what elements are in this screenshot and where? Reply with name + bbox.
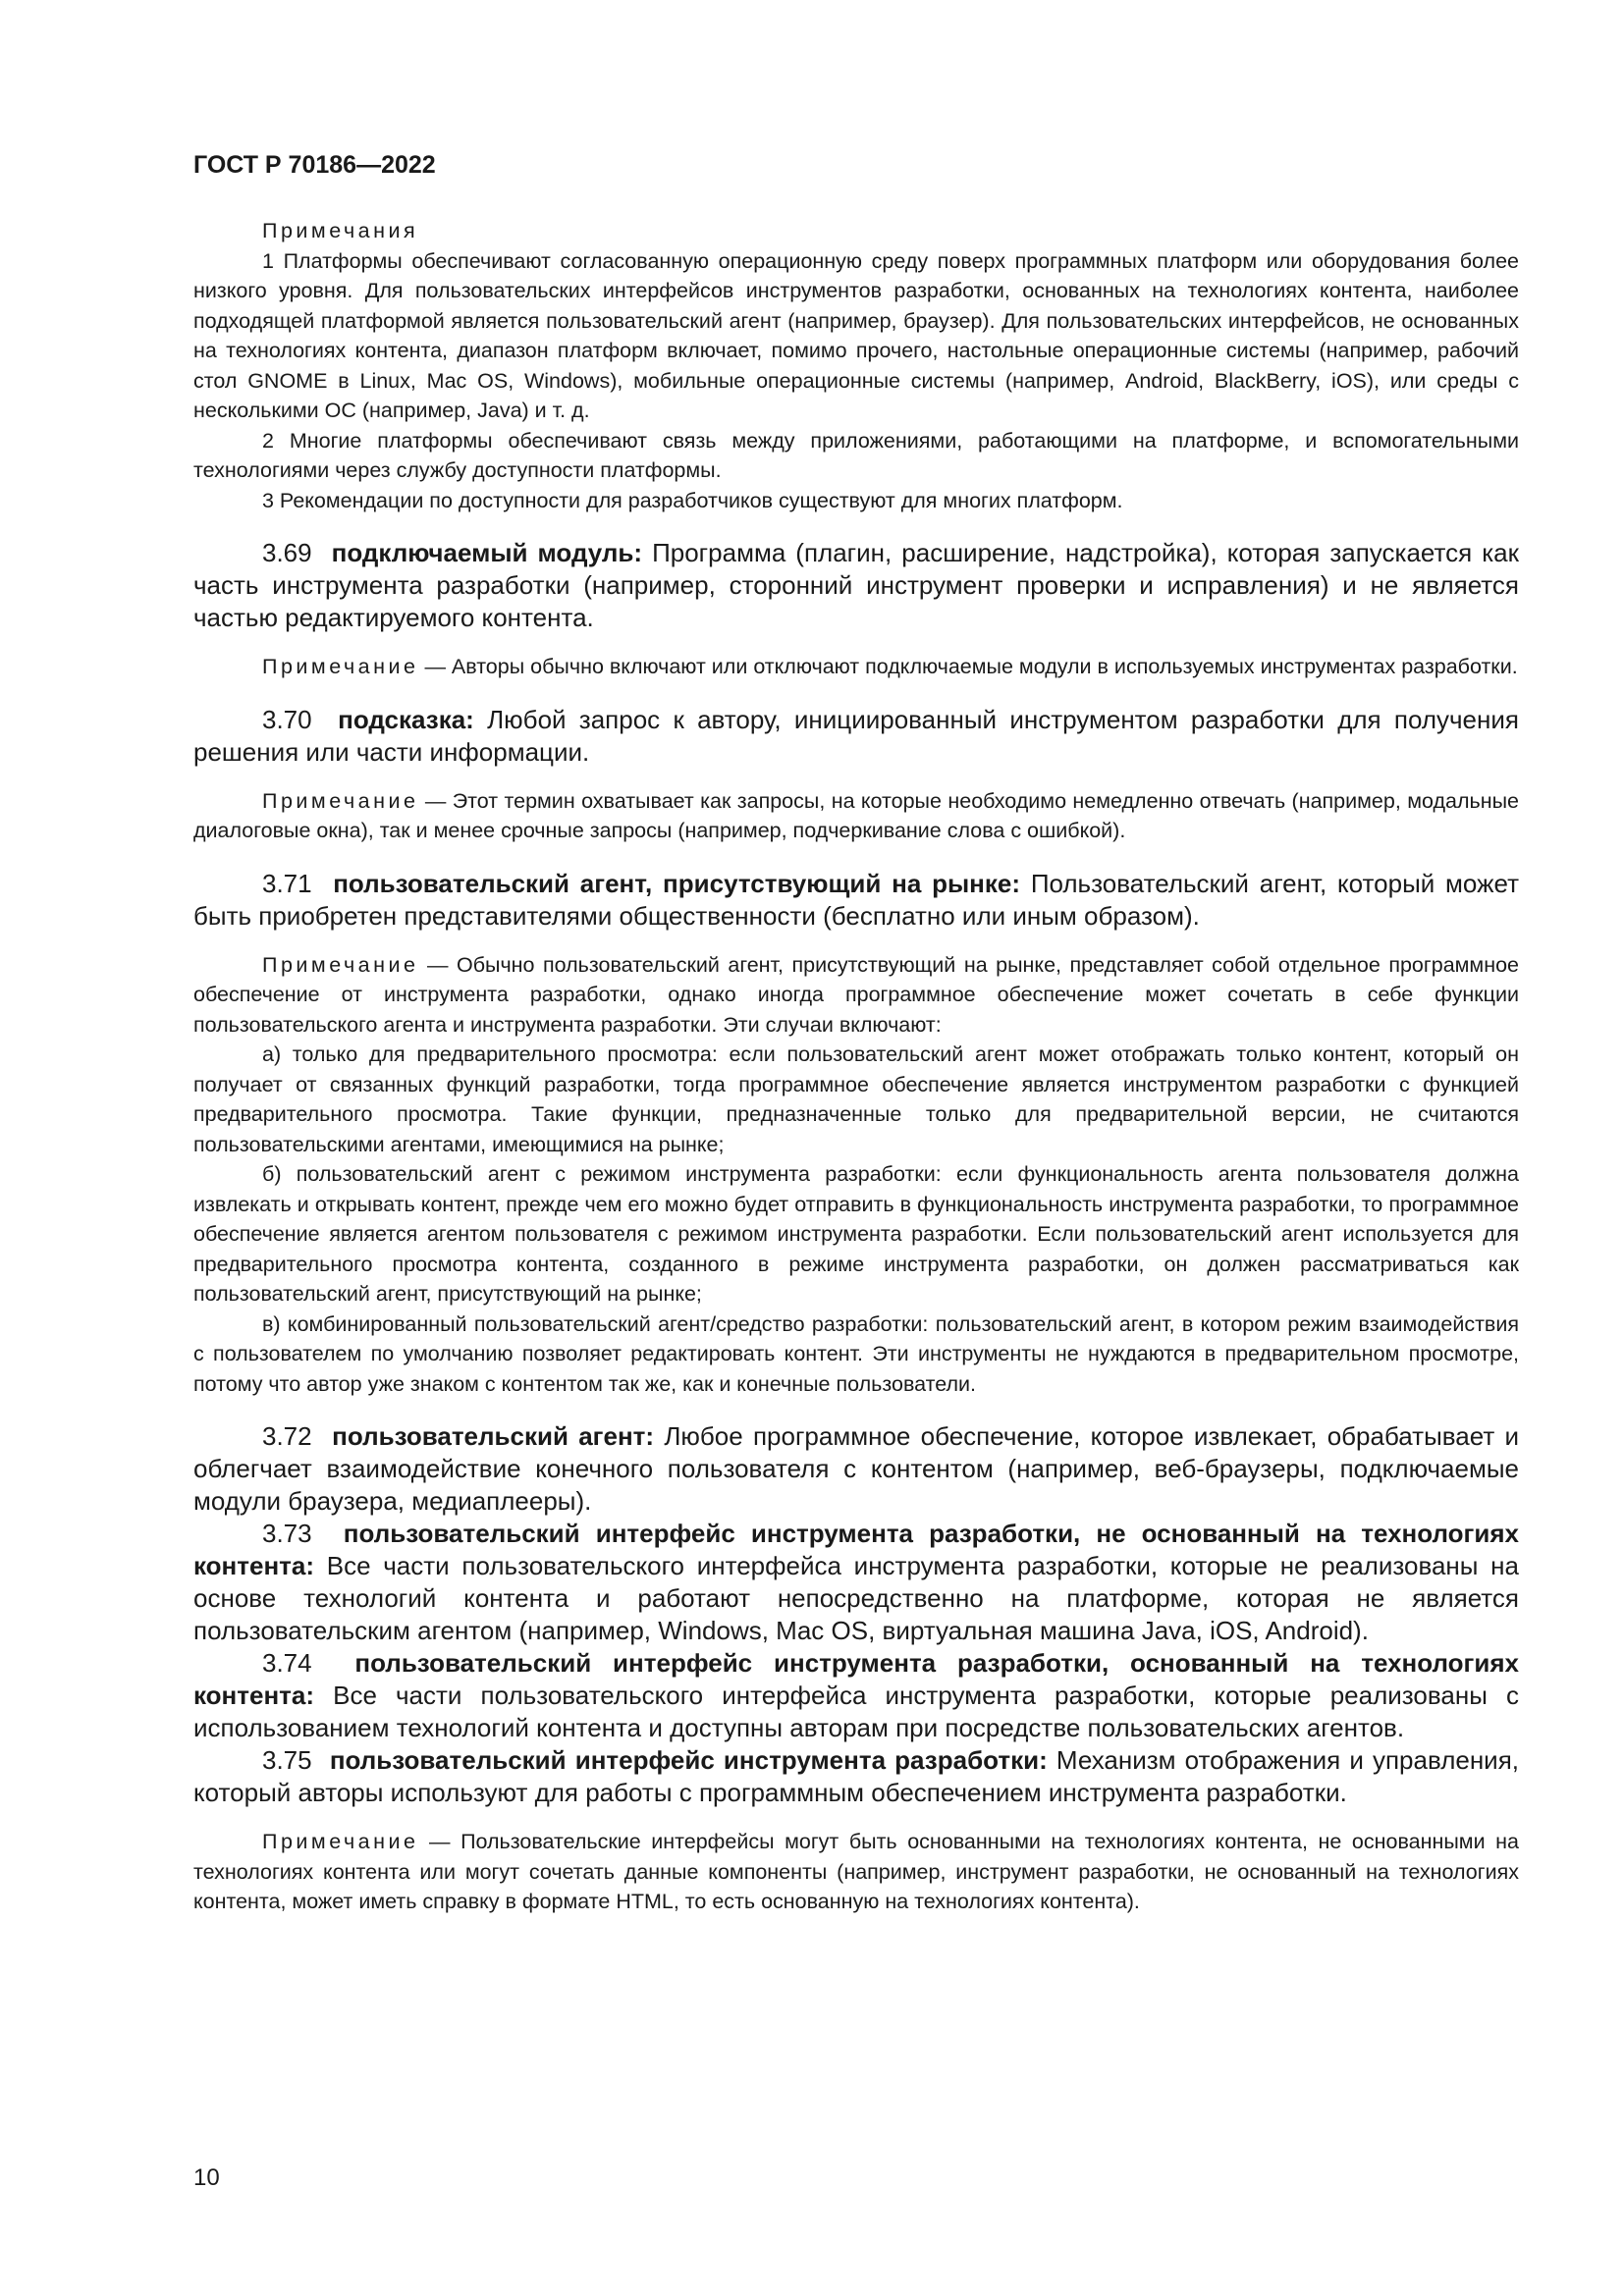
term-entry bbox=[193, 537, 1519, 634]
note-text: — Этот термин охватывает как запросы, на которые необходимо немедленно отвечать (например, модальные диалоговые окна), так и менее срочные запросы (например, подчеркивание слова с ошибкой). bbox=[193, 788, 1519, 842]
term-title: пользовательский интерфейс инструмента разработки, не основанный на технологиях контента: bbox=[193, 1519, 1519, 1580]
term-number: 3.71 bbox=[262, 868, 312, 898]
term-title: пользовательский агент: bbox=[332, 1421, 655, 1451]
term-number: 3.73 bbox=[262, 1519, 312, 1548]
note-list-item: а) только для предварительного просмотра: если пользовательский агент может отображать только контент, который он получает от связанных функций разработки, тогда программное обеспечение является инструментом разработки с функцией предварительного просмотра. Такие функции, предназначенные только для предварительной версии, не считаются пользовательскими агентами, имеющимися на рынке; bbox=[193, 1042, 1519, 1156]
document-header: ГОСТ Р 70186—2022 bbox=[193, 151, 436, 179]
term-note bbox=[193, 1827, 1519, 1917]
term-definition: Любое программное обеспечение, которое извлекает, обрабатывает и облегчает взаимодействие конечного пользователя с контентом (например, веб-браузеры, подключаемые модули браузера, медиаплееры). bbox=[193, 1421, 1520, 1516]
note-label: Примечание bbox=[262, 952, 419, 977]
term-title: пользовательский интерфейс инструмента разработки, основанный на технологиях контента: bbox=[193, 1648, 1519, 1710]
term-definition: Программа (плагин, расширение, надстройка), которая запускается как часть инструмента разработки (например, сторонний инструмент проверки и исправления) и не является частью редактируемого контента. bbox=[193, 538, 1519, 632]
note-label: Примечание bbox=[262, 1830, 419, 1853]
note-text: — Обычно пользовательский агент, присутствующий на рынке, представляет собой отдельное программное обеспечение от инструмента разработки, однако иногда программное обеспечение может сочетать в себе функции пользовательского агента и инструмента разработки. Эти случаи включают: bbox=[193, 952, 1519, 1037]
note-label: Примечание bbox=[262, 655, 419, 678]
term-entry bbox=[193, 868, 1519, 933]
note-item: 2 Многие платформы обеспечивают связь между приложениями, работающими на платформе, и вспомогательными технологиями через службу доступности платформы. bbox=[193, 428, 1519, 482]
term-definition: Все части пользовательского интерфейса инструмента разработки, которые не реализованы на основе технологий контента и работают непосредственно на платформе, которая не является пользовательским агентом (например, Windows, Mac OS, виртуальная машина Java, iOS, Android). bbox=[193, 1551, 1519, 1645]
notes-block bbox=[193, 216, 1519, 515]
document-page bbox=[193, 147, 1519, 1917]
term-number: 3.69 bbox=[262, 538, 312, 567]
term-note bbox=[193, 786, 1519, 846]
term-number: 3.75 bbox=[262, 1745, 312, 1775]
term-title: подключаемый модуль: bbox=[331, 538, 643, 567]
term-definition: Пользовательский агент, который может быть приобретен представителями общественности (бесплатно или иным образом). bbox=[193, 868, 1520, 931]
note-list-item: в) комбинированный пользовательский агент/средство разработки: пользовательский агент, в котором режим взаимодействия с пользователем по умолчанию позволяет редактировать контент. Эти инструменты не нуждаются в предварительном просмотре, потому что автор уже знаком с контентом так же, как и конечные пользователи. bbox=[193, 1311, 1519, 1396]
note-item: 1 Платформы обеспечивают согласованную операционную среду поверх программных платформ или оборудования более низкого уровня. Для пользовательских интерфейсов инструментов разработки, основанных на технологиях контента, наиболее подходящей платформой является пользовательский агент (например, браузер). Для пользовательских интерфейсов, не основанных на технологиях контента, диапазон платформ включает, помимо прочего, настольные операционные системы (например, рабочий стол GNOME в Linux, Mac OS, Windows), мобильные операционные системы (например, Android, BlackBerry, iOS), или среды с несколькими ОС (например, Java) и т. д. bbox=[193, 248, 1519, 422]
notes-heading: Примечания bbox=[262, 219, 419, 242]
term-title: пользовательский интерфейс инструмента разработки: bbox=[329, 1745, 1048, 1775]
term-title: подсказка: bbox=[338, 704, 474, 734]
term-note bbox=[193, 652, 1519, 682]
note-item: 3 Рекомендации по доступности для разработчиков существуют для многих платформ. bbox=[262, 488, 1123, 512]
term-number: 3.70 bbox=[262, 704, 312, 734]
note-label: Примечание bbox=[262, 788, 419, 813]
term-note bbox=[193, 950, 1519, 1041]
term-title: пользовательский агент, присутствующий на рынке: bbox=[333, 868, 1021, 898]
page-number: 10 bbox=[193, 2164, 220, 2191]
term-entry bbox=[193, 1518, 1519, 1647]
term-number: 3.74 bbox=[262, 1648, 312, 1678]
term-entry bbox=[193, 704, 1519, 769]
term-definition: Механизм отображения и управления, который авторы используют для работы с программным обеспечением инструмента разработки. bbox=[193, 1745, 1520, 1807]
term-definition: Любой запрос к автору, инициированный инструментом разработки для получения решения или части информации. bbox=[193, 704, 1519, 767]
term-number: 3.72 bbox=[262, 1421, 312, 1451]
term-entry bbox=[193, 1420, 1519, 1518]
note-list-item: б) пользовательский агент с режимом инструмента разработки: если функциональность агента пользователя должна извлекать и открывать контент, прежде чем его можно будет отправить в функциональность инструмента разработки, то программное обеспечение является агентом пользователя с режимом инструмента разработки. Если пользовательский агент используется для предварительного просмотра контента, созданного в режиме инструмента разработки, он должен рассматриваться как пользовательский агент, присутствующий на рынке; bbox=[193, 1162, 1519, 1306]
term-definition: Все части пользовательского интерфейса инструмента разработки, которые реализованы с использованием технологий контента и доступны авторам при посредстве пользовательских агентов. bbox=[193, 1681, 1519, 1742]
note-text: — Пользовательские интерфейсы могут быть основанными на технологиях контента, не основанными на технологиях контента или могут сочетать данные компоненты (например, инструмент разработки, не основанный на технологиях контента, может иметь справку в формате HTML, то есть основанную на технологиях контента). bbox=[193, 1830, 1519, 1913]
term-entry bbox=[193, 1647, 1519, 1744]
note-text: — Авторы обычно включают или отключают подключаемые модули в используемых инструментах разработки. bbox=[424, 655, 1518, 678]
term-entry bbox=[193, 1744, 1519, 1809]
